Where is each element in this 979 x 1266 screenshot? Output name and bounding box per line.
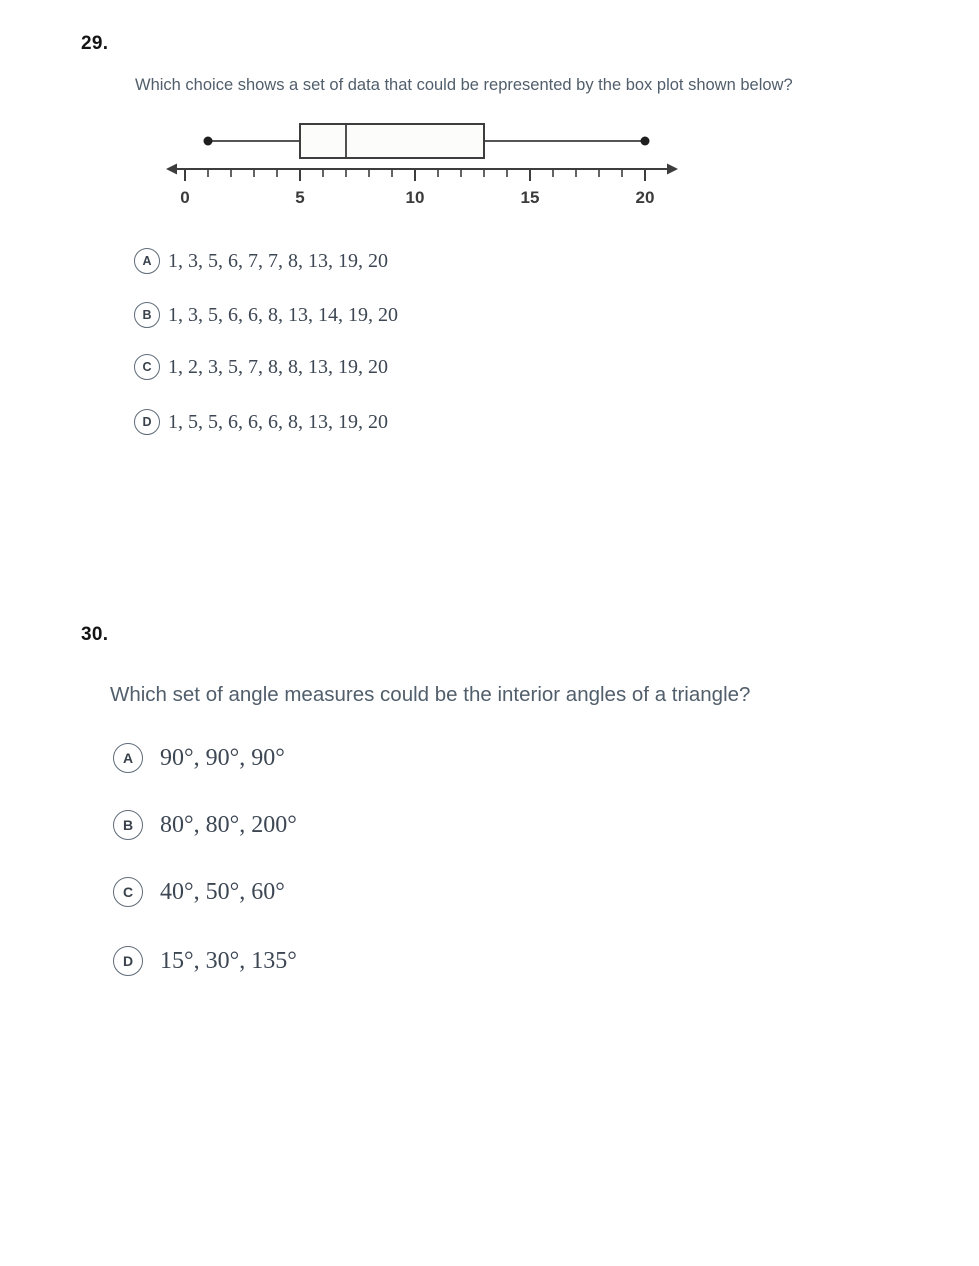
svg-text:0: 0 — [180, 188, 190, 207]
choice-c[interactable] — [134, 354, 388, 380]
choice-a[interactable] — [113, 743, 285, 773]
choice-b[interactable] — [134, 302, 398, 328]
choice-text: 1, 3, 5, 6, 6, 8, 13, 14, 19, 20 — [168, 303, 398, 326]
svg-text:15: 15 — [520, 188, 540, 207]
choice-text: 80°, 80°, 200° — [160, 811, 297, 838]
choice-d[interactable] — [134, 409, 388, 435]
choice-text: 1, 5, 5, 6, 6, 6, 8, 13, 19, 20 — [168, 410, 388, 433]
choice-b[interactable] — [113, 810, 297, 840]
choice-letter-badge[interactable]: B — [113, 810, 143, 840]
box-plot-svg — [160, 110, 690, 210]
choice-text: 90°, 90°, 90° — [160, 744, 285, 771]
svg-text:20: 20 — [635, 188, 655, 207]
question-prompt: Which choice shows a set of data that could be represented by the box plot shown below? — [135, 76, 793, 94]
choice-a[interactable] — [134, 248, 388, 274]
choice-text: 40°, 50°, 60° — [160, 878, 285, 905]
choice-letter-badge[interactable]: C — [134, 354, 160, 380]
svg-text:10: 10 — [405, 188, 425, 207]
choice-letter-badge[interactable]: C — [113, 877, 143, 907]
choice-letter-badge[interactable]: B — [134, 302, 160, 328]
choice-c[interactable] — [113, 877, 285, 907]
svg-text:5: 5 — [295, 188, 305, 207]
choice-text: 1, 2, 3, 5, 7, 8, 8, 13, 19, 20 — [168, 355, 388, 378]
choice-d[interactable] — [113, 946, 297, 976]
question-number: 30. — [81, 624, 109, 645]
choice-letter-badge[interactable]: A — [113, 743, 143, 773]
choice-text: 15°, 30°, 135° — [160, 947, 297, 974]
question-prompt: Which set of angle measures could be the interior angles of a triangle? — [110, 683, 751, 706]
question-number: 29. — [81, 33, 109, 54]
choice-letter-badge[interactable]: D — [113, 946, 143, 976]
choice-letter-badge[interactable]: D — [134, 409, 160, 435]
choice-text: 1, 3, 5, 6, 7, 7, 8, 13, 19, 20 — [168, 249, 388, 272]
box-plot-figure — [160, 110, 690, 210]
choice-letter-badge[interactable]: A — [134, 248, 160, 274]
